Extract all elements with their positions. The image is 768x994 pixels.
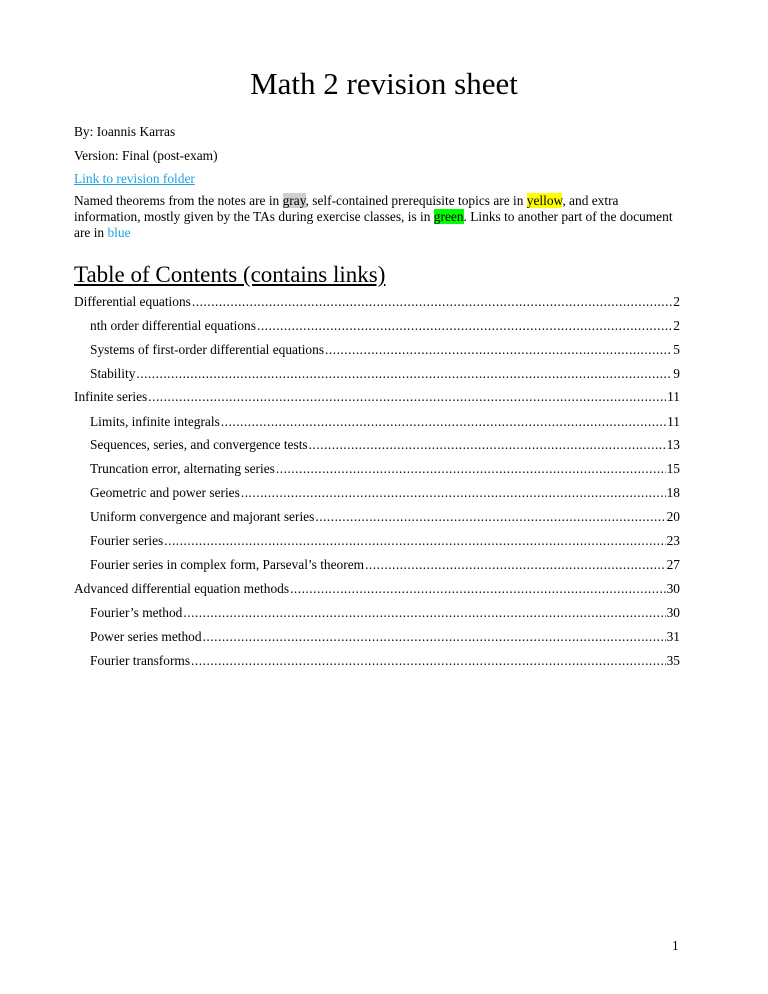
toc-entry-label: Advanced differential equation methods (74, 581, 290, 596)
toc-entry-label: Geometric and power series (90, 485, 240, 500)
page-number: 1 (672, 938, 679, 953)
legend-text-3: , and extra information, mostly given by the TAs during exercise classes, is in (74, 193, 619, 224)
toc-leader-dots (192, 294, 672, 310)
toc-entry[interactable] (90, 414, 680, 430)
toc-entry-label: Infinite series (74, 389, 148, 404)
legend-yellow: yellow (526, 193, 563, 208)
toc-leader-dots (148, 389, 666, 405)
toc-entry-label: Fourier series in complex form, Parseval’s theorem (90, 557, 365, 572)
toc-entry-page: 9 (673, 366, 680, 381)
toc-entry[interactable] (74, 294, 680, 310)
toc-leader-dots (183, 605, 665, 621)
version-line: Version: Final (post-exam) (74, 148, 218, 163)
toc-entry[interactable] (90, 485, 680, 501)
toc-entry-page: 13 (666, 437, 680, 452)
toc-entry[interactable] (90, 605, 680, 621)
toc-entry[interactable] (74, 581, 680, 597)
toc-leader-dots (290, 581, 666, 597)
toc-entry-label: Fourier series (90, 533, 164, 548)
toc-entry[interactable] (90, 342, 680, 358)
revision-folder-link[interactable]: Link to revision folder (74, 171, 195, 186)
toc-leader-dots (221, 414, 666, 430)
toc-leader-dots (309, 437, 666, 453)
toc-entry-label: Uniform convergence and majorant series (90, 509, 315, 524)
toc-entry-label: Systems of first-order differential equations (90, 342, 325, 357)
toc-entry[interactable] (90, 318, 680, 334)
toc-leader-dots (164, 533, 665, 549)
toc-entry-label: Fourier’s method (90, 605, 183, 620)
toc-entry-page: 11 (667, 414, 680, 429)
toc-entry[interactable] (90, 509, 680, 525)
toc-entry-label: Power series method (90, 629, 202, 644)
toc-entry-page: 30 (666, 581, 680, 596)
toc-leader-dots (203, 629, 666, 645)
toc-entry-page: 11 (667, 389, 680, 404)
toc-entry[interactable] (90, 653, 680, 669)
toc-entry[interactable] (90, 461, 680, 477)
toc-entry[interactable] (74, 389, 680, 405)
legend-text-4: . Links to another part of the document are in (74, 209, 673, 240)
toc-entry-label: Sequences, series, and convergence tests (90, 437, 308, 452)
toc-entry-page: 23 (666, 533, 680, 548)
color-legend (74, 193, 674, 241)
toc-entry-page: 30 (666, 605, 680, 620)
toc-entry-label: Fourier transforms (90, 653, 191, 668)
toc-entry-label: Stability (90, 366, 136, 381)
toc-entry-page: 20 (666, 509, 680, 524)
toc-entry-page: 5 (673, 342, 680, 357)
toc-leader-dots (136, 366, 672, 382)
toc-entry-page: 31 (666, 629, 680, 644)
legend-gray: gray (282, 193, 306, 208)
legend-text-2: , self-contained prerequisite topics are in (305, 193, 527, 208)
toc-entry-page: 35 (666, 653, 680, 668)
toc-leader-dots (325, 342, 672, 358)
page-title: Math 2 revision sheet (250, 66, 518, 101)
toc-entry-page: 27 (666, 557, 680, 572)
toc-entry-label: Limits, infinite integrals (90, 414, 220, 429)
toc-entry-page: 18 (666, 485, 680, 500)
toc-leader-dots (257, 318, 672, 334)
toc-entry-page: 15 (666, 461, 680, 476)
toc-entry-label: nth order differential equations (90, 318, 256, 333)
toc-leader-dots (276, 461, 666, 477)
toc-leader-dots (315, 509, 665, 525)
toc-entry[interactable] (90, 366, 680, 382)
toc-entry-label: Truncation error, alternating series (90, 461, 275, 476)
legend-green: green (433, 209, 464, 224)
toc-entry[interactable] (90, 533, 680, 549)
toc-entry[interactable] (90, 437, 680, 453)
toc-entry[interactable] (90, 557, 680, 573)
legend-text-1: Named theorems from the notes are in (74, 193, 283, 208)
toc-leader-dots (191, 653, 666, 669)
toc-entry-page: 2 (673, 294, 680, 309)
toc-leader-dots (241, 485, 666, 501)
author-line: By: Ioannis Karras (74, 124, 176, 139)
toc-entry-label: Differential equations (74, 294, 191, 309)
legend-blue: blue (107, 225, 131, 240)
toc-entry-page: 2 (673, 318, 680, 333)
toc-heading: Table of Contents (contains links) (74, 262, 386, 287)
toc-leader-dots (365, 557, 666, 573)
toc-entry[interactable] (90, 629, 680, 645)
